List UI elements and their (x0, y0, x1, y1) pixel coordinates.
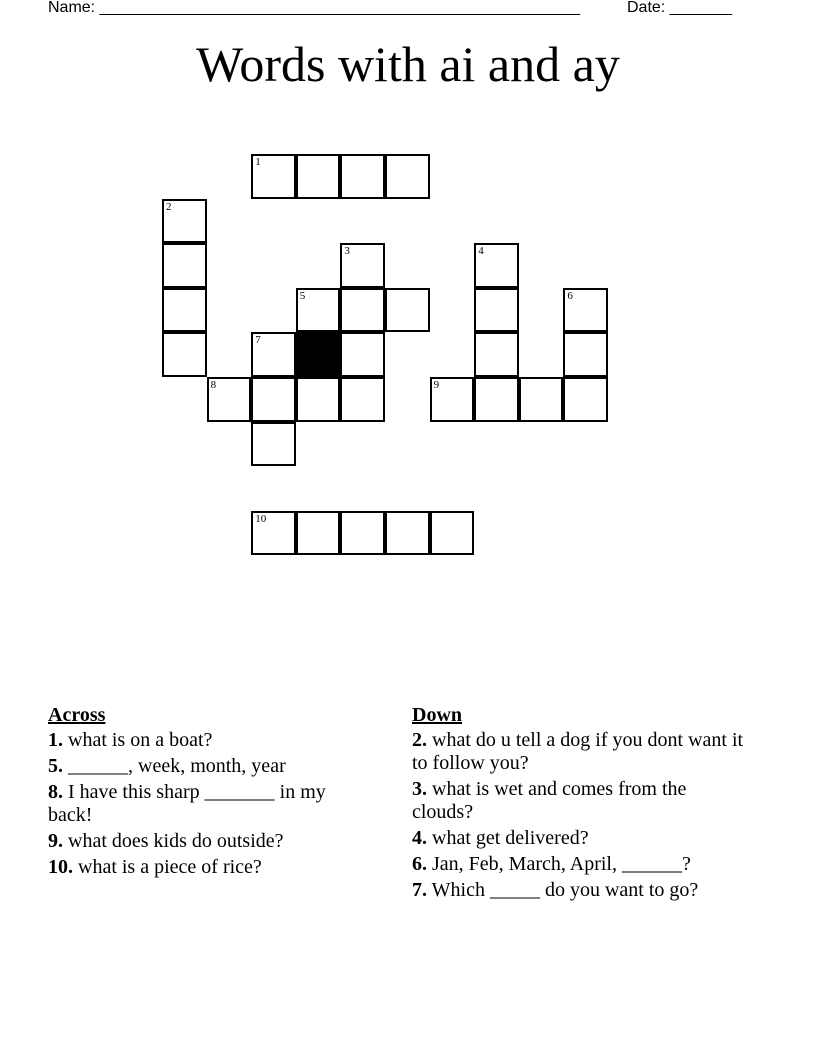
cell-number: 7 (255, 334, 261, 347)
crossword-cell[interactable] (474, 288, 519, 333)
crossword-cell[interactable] (563, 377, 608, 422)
clue-text: Which _____ do you want to go? (427, 879, 699, 901)
crossword-cell[interactable] (251, 154, 296, 199)
cell-number: 2 (166, 200, 172, 213)
cell-number: 9 (433, 379, 440, 391)
clue-number: 3. (412, 778, 427, 800)
across-clues (48, 704, 358, 882)
crossword-cell[interactable] (162, 288, 207, 333)
crossword-cell[interactable] (385, 154, 430, 199)
date-field[interactable]: Date: _______ (627, 0, 732, 16)
crossword-cell[interactable] (340, 243, 385, 288)
clue-text: what get delivered? (427, 827, 589, 849)
cell-number: 4 (478, 245, 484, 258)
clue-down-2 (412, 729, 752, 775)
crossword-cell[interactable] (296, 377, 341, 422)
clue-text: I have this sharp _______ in my back! (48, 781, 326, 826)
cell-number: 8 (210, 379, 217, 391)
clue-text: what is wet and comes from the clouds? (412, 778, 687, 823)
clue-down-7 (412, 879, 752, 902)
crossword-cell[interactable] (385, 511, 430, 556)
crossword-block (296, 332, 341, 377)
clue-across-8 (48, 781, 358, 827)
clue-number: 2. (412, 729, 427, 751)
crossword-cell[interactable] (340, 511, 385, 556)
across-heading: Across (48, 704, 106, 726)
name-field[interactable]: Name: ______________________________________________________ (48, 0, 581, 16)
down-clues (412, 704, 752, 905)
clue-down-6 (412, 853, 752, 876)
crossword-cell[interactable] (162, 243, 207, 288)
crossword-cell[interactable] (474, 377, 519, 422)
clue-down-4 (412, 827, 752, 850)
crossword-cell[interactable] (251, 377, 296, 422)
clue-across-9 (48, 830, 358, 853)
crossword-cell[interactable] (340, 154, 385, 199)
clue-across-10 (48, 856, 358, 879)
crossword-cell[interactable] (162, 332, 207, 377)
crossword-cell[interactable] (430, 377, 475, 422)
crossword-cell[interactable] (162, 199, 207, 244)
cell-number: 5 (299, 289, 306, 302)
page-title: Words with ai and ay (196, 36, 620, 92)
clue-number: 6. (412, 853, 427, 875)
crossword-cell[interactable] (385, 288, 430, 333)
crossword-cell[interactable] (251, 332, 296, 377)
crossword-cell[interactable] (340, 332, 385, 377)
clue-number: 7. (412, 879, 427, 901)
clue-text: what is a piece of rice? (73, 856, 262, 878)
clue-number: 1. (48, 729, 63, 751)
clue-across-1 (48, 729, 358, 752)
clue-number: 5. (48, 755, 63, 777)
cell-number: 1 (255, 156, 261, 168)
crossword-cell[interactable] (296, 154, 341, 199)
crossword-cell[interactable] (296, 511, 341, 556)
crossword-cell[interactable] (251, 422, 296, 467)
crossword-cell[interactable] (340, 288, 385, 333)
crossword-cell[interactable] (474, 243, 519, 288)
crossword-cell[interactable] (251, 511, 296, 556)
clue-across-5 (48, 755, 358, 778)
crossword-cell[interactable] (563, 288, 608, 333)
down-heading: Down (412, 704, 463, 726)
clue-text: what is on a boat? (63, 729, 213, 751)
crossword-cell[interactable] (563, 332, 608, 377)
crossword-cell[interactable] (296, 288, 341, 333)
clue-number: 8. (48, 781, 63, 803)
cell-number: 3 (344, 245, 350, 258)
crossword-cell[interactable] (430, 511, 475, 556)
crossword-cell[interactable] (474, 332, 519, 377)
clue-text: ______, week, month, year (63, 755, 286, 777)
clue-number: 4. (412, 827, 427, 849)
crossword-cell[interactable] (519, 377, 564, 422)
cell-number: 6 (567, 289, 573, 302)
clue-down-3 (412, 778, 752, 824)
crossword-cell[interactable] (340, 377, 385, 422)
clue-text: what do u tell a dog if you dont want it to follow you? (412, 729, 744, 774)
clue-number: 9. (48, 830, 63, 852)
clue-text: what does kids do outside? (63, 830, 284, 852)
clue-number: 10. (48, 856, 73, 878)
clue-text: Jan, Feb, March, April, ______? (427, 853, 691, 875)
cell-number: 10 (255, 512, 267, 525)
crossword-cell[interactable] (207, 377, 252, 422)
